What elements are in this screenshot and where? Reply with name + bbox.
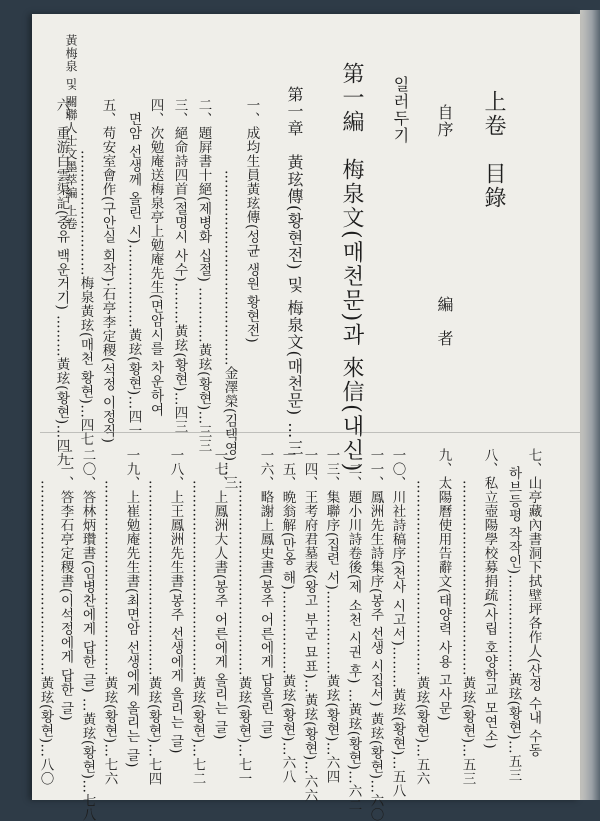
toc-item-12: 一二、題小川詩卷後(제 소천 시권 후) …黃玹(황현)…六二 [345,448,362,813]
toc-item-4-cont: 면암 선생께 올린 시)………………黃玹(황현)…四一 [125,112,142,438]
toc-item-19: 一九、上崔勉庵先生書(최면암 선생에게 올리는 글) [123,448,140,768]
toc-item-3: 三、絕命詩四首(절명시 사수)………黃玹(황현)…四三 [171,98,188,434]
toc-item-14: 一四、王考府君墓表(왕고 부군 묘표)…黃玹(황현)…六六 [301,448,318,803]
toc-item-2: 二、題屛書十絕(제병화 십절) …………黃玹(황현)…三三 [195,98,212,453]
page-edge [580,10,600,800]
toc-item-16: 一六、略謝上鳳史書(봉주 어른에게 답올린 글) [257,448,274,740]
toc-item-8-author: ……………………………………黃玹(황현)…五三 [459,480,476,786]
toc-item-10: 一〇、川社詩稿序(천사 시고서)………黃玹(황현)…五八 [389,448,406,798]
toc-item-21: 二一、答李石亭定稷書(이석정에게 답한 글) [57,448,74,722]
toc-item-20: 二〇、答林炳瓚書(임병찬에게 답한 글) …黃玹(황현)…七八 [79,448,96,821]
toc-item-8: 八、私立壺陽學校募捐疏(사립 호양학교 모연소) [481,448,498,750]
toc-item-18-author: ……………………………………黃玹(황현)…七四 [145,480,162,786]
toc-item-16-author: ……………………………………黃玹(황현)…七一 [235,480,252,786]
toc-item-4: 四、次勉庵送梅泉亭上勉庵先生(면암시를 차운하여 [147,98,164,417]
toc-item-5-author: ………………………梅泉黃玹(매천 황현)…四七 [77,150,94,447]
toc-item-13: 一三、集聯序(집련 서)………………黃玹(황현)…六四 [323,448,340,784]
part-heading: 第一編 梅泉文(매천문)과 來信(내신) [339,62,364,474]
preface-entry: 自序 [435,104,454,138]
toc-item-7: 七、山亭藏內書洞下拭壁坪各作人(산정 수내 수동 [525,448,542,758]
toc-item-19-author: ……………………………………黃玹(황현)…七六 [101,480,118,786]
toc-item-1-author: ……………………………………金澤榮(김택영)…三 [221,170,238,490]
toc-item-6: 六、重游白雲渠記(중유 백운거기) ………黃玹(황현)…四九 [53,98,70,467]
toc-item-9-author: ……………………………………黃玹(황현)…五六 [413,480,430,786]
chapter-heading: 第一章 黃玹傳(황현전) 및 梅泉文(매천문) …三 [285,86,304,457]
toc-item-7-cont: 하브등평 작작인)…………………黃玹(황현)…五三 [505,466,522,783]
toc-item-5: 五、苟安室會作(구안실 회작)·石亭李定稷(석정 이정직) [99,98,116,444]
section-divider [40,432,580,433]
toc-item-17: 一七、上鳳洲大人書(봉주 어른에게 올리는 글) [211,448,228,740]
toc-item-9: 九、太陽曆使用告辭文(태양력 사용 고사문) [435,448,452,722]
guide-entry: 일러두기 [391,76,410,144]
toc-item-15: 一五、晩翁解(만옹 해)………………黃玹(황현)…六八 [279,448,296,784]
toc-title: 上卷 目錄 [481,90,506,210]
running-header: 黃梅泉 및 關聯人士文墨萃編 上卷 [64,34,78,231]
toc-item-18: 一八、上王鳳洲先生書(봉주 선생에게 올리는 글) [167,448,184,754]
toc-item-21-author: ……………………………………黃玹(황현)…八〇 [37,480,54,786]
toc-item-11: 一一、鳳洲先生詩集序(봉주 선생 시집서) 黃玹(황현)…六〇 [367,448,384,821]
editor-credit: 編 者 [435,296,454,347]
toc-item-1: 一、成均生員黃玹傳(성균 생원 황현전) [243,98,260,344]
toc-item-17-author: ……………………………………黃玹(황현)…七二 [189,480,206,786]
